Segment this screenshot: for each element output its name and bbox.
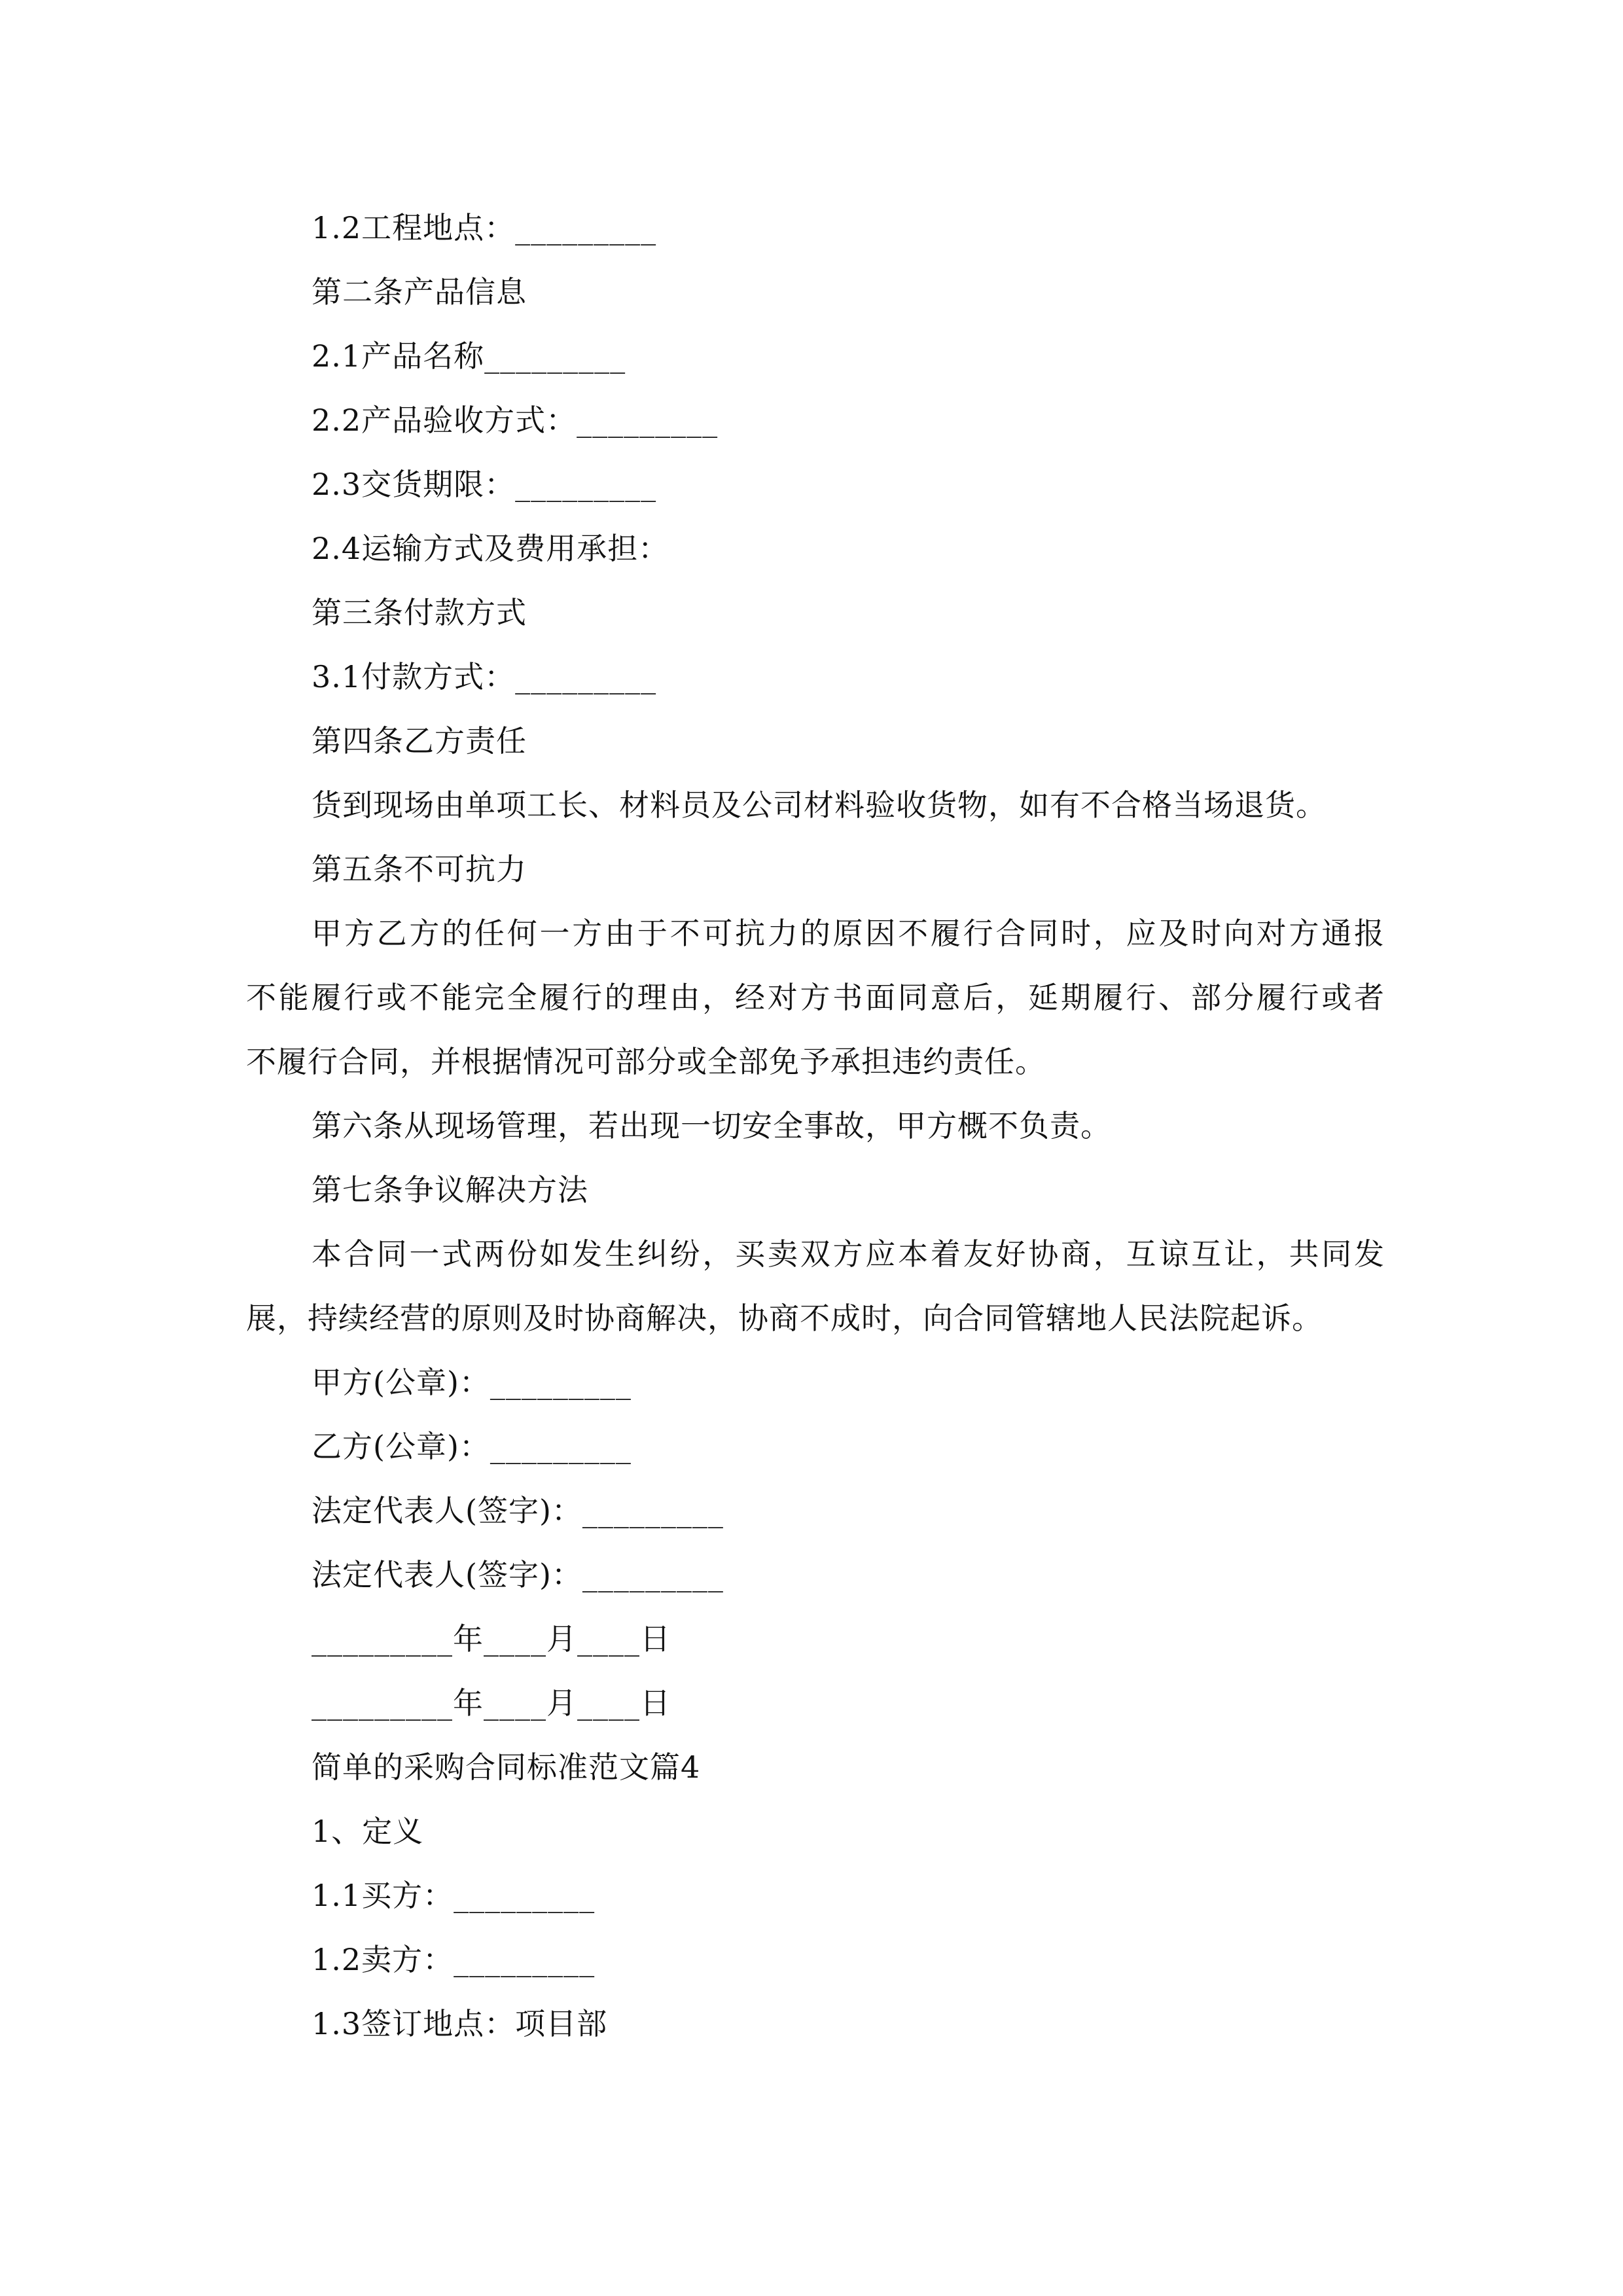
date-line-a: _________年____月____日 [312,1621,671,1657]
article-7-heading: 第七条争议解决方法 [312,1172,588,1208]
article-7-body-line-1: 本合同一式两份如发生纠纷，买卖双方应本着友好协商，互谅互让，共同发 [312,1236,1385,1272]
article-5-body-line-1: 甲方乙方的任何一方由于不可抗力的原因不履行合同时，应及时向对方通报 [312,916,1385,951]
clause-1-1-buyer: 1.1买方：_________ [312,1878,596,1913]
party-a-seal: 甲方(公章)：_________ [312,1365,632,1400]
clause-2-1-product-name: 2.1产品名称_________ [312,338,626,374]
clause-1-2-project-location: 1.2工程地点：_________ [312,210,657,245]
clause-1-2-seller: 1.2卖方：_________ [312,1942,596,1977]
legal-rep-signature-a: 法定代表人(签字)：_________ [312,1493,724,1528]
article-2-heading: 第二条产品信息 [312,274,527,310]
article-5-body-line-2: 不能履行或不能完全履行的理由，经对方书面同意后，延期履行、部分履行或者 [246,980,1385,1015]
article-7-body-line-2: 展，持续经营的原则及时协商解决，协商不成时，向合同管辖地人民法院起诉。 [246,1300,1323,1336]
article-4-heading: 第四条乙方责任 [312,723,527,759]
clause-2-3-delivery-period: 2.3交货期限：_________ [312,467,657,502]
date-line-b: _________年____月____日 [312,1685,671,1721]
clause-2-4-transport: 2.4运输方式及费用承担： [312,531,669,566]
clause-3-1-payment: 3.1付款方式：_________ [312,659,657,694]
clause-1-3-signing-location: 1.3签订地点：项目部 [312,2006,608,2041]
article-4-body: 货到现场由单项工长、材料员及公司材料验收货物，如有不合格当场退货。 [312,787,1327,823]
article-5-body-line-3: 不履行合同，并根据情况可部分或全部免予承担违约责任。 [246,1044,1046,1079]
legal-rep-signature-b: 法定代表人(签字)：_________ [312,1557,724,1592]
article-5-heading: 第五条不可抗力 [312,852,527,887]
clause-2-2-acceptance-method: 2.2产品验收方式：_________ [312,403,719,438]
article-6: 第六条从现场管理，若出现一切安全事故，甲方概不负责。 [312,1108,1111,1143]
article-3-heading: 第三条付款方式 [312,595,527,630]
party-b-seal: 乙方(公章)：_________ [312,1429,632,1464]
definition-heading: 1、定义 [312,1814,424,1849]
section-title-4: 简单的采购合同标准范文篇4 [312,1749,701,1785]
